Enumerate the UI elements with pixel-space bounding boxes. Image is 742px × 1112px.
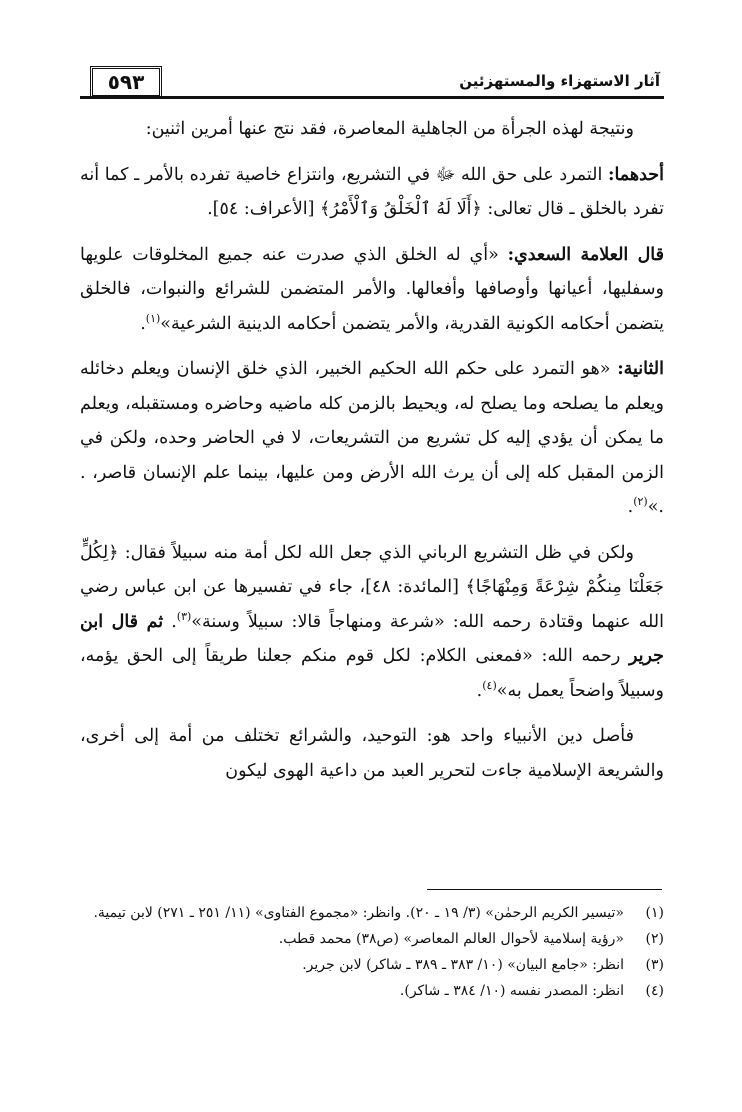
paragraph-intro: [80, 112, 664, 147]
paragraph-tail: .: [476, 680, 483, 701]
footnote-item: [80, 978, 664, 1004]
paragraph-text: فأصل دين الأنبياء واحد هو: التوحيد، والشرائع تختلف من أمة إلى أخرى، والشريعة الإسلامية جاءت لتحرير العبد من داعية الهوى ليكون: [80, 726, 664, 781]
footnote-item: [80, 900, 664, 926]
footnote-number: (٢): [645, 931, 664, 947]
footnote-text: «تيسير الكريم الرحمٰن» (٣/ ١٩ ـ ٢٠). وانظر: «مجموع الفتاوى» (١١/ ٢٥١ ـ ٢٧١) لابن تيمية.: [93, 905, 624, 921]
paragraph-tail: .: [163, 611, 177, 632]
paragraph-text: رحمه الله: «فمعنى الكلام: لكل قوم منكم جعلنا طريقاً إلى الحق يؤمه، وسبيلاً واضحاً يعمل به»: [80, 646, 664, 701]
paragraph-shariah: [80, 536, 664, 709]
paragraph-text: ولكن في ظل التشريع الرباني الذي جعل الله لكل أمة منه سبيلاً فقال: ﴿لِكُلٍّ جَعَلْنَا مِنكُمْ شِرْعَةً وَمِنْهَاجًا﴾ [المائدة: ٤٨]، جاء في تفسيرها عن ابن عباس رضي الله عنهما وقتادة رحمه الله: «شرعة ومنهاجاً قالا: سبيلاً وسنة»: [80, 542, 665, 632]
paragraph-lead: أحدهما:: [607, 164, 664, 185]
footnote-text: انظر: «جامع البيان» (١٠/ ٣٨٣ ـ ٣٨٩ ـ شاكر) لابن جرير.: [302, 957, 624, 973]
footnote-ref[interactable]: (٣): [176, 609, 192, 623]
footnote-item: [80, 952, 664, 978]
paragraph-text: «هو التمرد على حكم الله الحكيم الخبير، الذي خلق الإنسان ويعلم دخائله ويعلم ما يصلحه وما يصلح له، ويحيط بالزمن كله ماضيه وحاضره ومستقبله، ويعلم ما يمكن أن يؤدي إليه كل تشريع من التشريعات، لا في الحاضر وحده، ولكن في الزمن المقبل كله إلى أن يرث الله الأرض ومن عليها، بينما علم الإنسان قاصر، . .»: [80, 359, 664, 517]
footnote-text: «رؤية إسلامية لأحوال العالم المعاصر» (ص٣٨) محمد قطب.: [278, 931, 624, 947]
header-rule: [80, 96, 664, 99]
paragraph-religion: [80, 719, 664, 788]
footnote-ref[interactable]: (٤): [482, 678, 497, 692]
footnote-number: (٤): [645, 983, 664, 999]
paragraph-lead: قال العلامة السعدي:: [507, 244, 664, 265]
footnote-divider: [427, 889, 662, 890]
main-text: [80, 112, 664, 799]
footnote-ref[interactable]: (١): [145, 311, 161, 325]
paragraph-saadi-quote: [80, 238, 664, 342]
footnote-ref[interactable]: (٢): [633, 495, 648, 509]
footnote-number: (١): [645, 905, 664, 921]
paragraph-second-point: [80, 352, 664, 525]
paragraph-lead: الثانية:: [617, 359, 664, 379]
footnotes: [80, 900, 664, 1004]
paragraph-text: «أي له الخلق الذي صدرت عنه جميع المخلوقات علويها وسفليها، أعيانها وأوصافها وأفعالها. والأمر المتضمن للشرائع والنبوات، فالخلق يتضمن أحكامه الكونية القدرية، والأمر يتضمن أحكامه الدينية الشرعية»: [80, 244, 664, 334]
running-header-title: آثار الاستهزاء والمستهزئين: [459, 72, 660, 90]
footnote-item: [80, 926, 664, 952]
paragraph-text: التمرد على حق الله ﷻ في التشريع، وانتزاع خاصية تفرده بالأمر ـ كما أنه تفرد بالخلق ـ قال تعالى: ﴿أَلَا لَهُ ٱلْخَلْقُ وَٱلْأَمْرُ﴾ [الأعراف: ٥٤].: [80, 164, 664, 219]
paragraph-tail: .: [627, 497, 634, 517]
footnote-text: انظر: المصدر نفسه (١٠/ ٣٨٤ ـ شاكر).: [399, 983, 624, 999]
footnote-number: (٣): [645, 957, 664, 973]
paragraph-text: ونتيجة لهذه الجرأة من الجاهلية المعاصرة، فقد نتج عنها أمرين اثنين:: [145, 119, 634, 139]
paragraph-tail: .: [140, 313, 146, 334]
paragraph-first-point: [80, 158, 664, 227]
paragraph-lead: ثم قال ابن جرير: [80, 611, 664, 666]
page-number: ٥٩٣: [90, 66, 162, 98]
